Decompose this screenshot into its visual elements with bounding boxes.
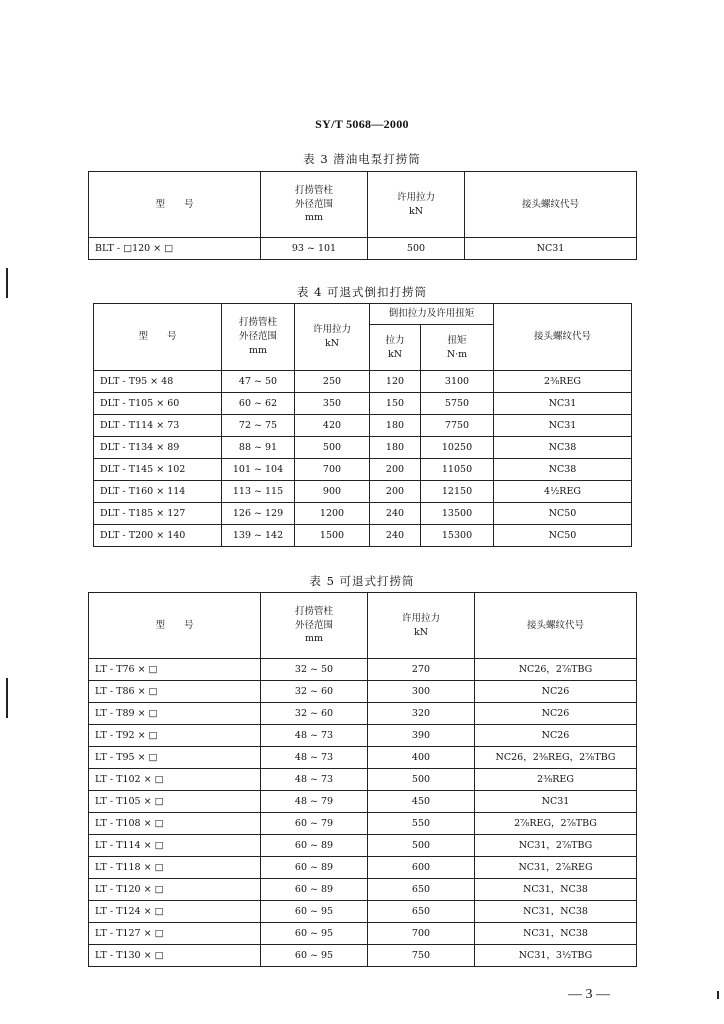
page-number: — 3 — xyxy=(568,987,610,1002)
table4 xyxy=(93,303,632,547)
table-row xyxy=(89,681,637,703)
cell-tension: 650 xyxy=(368,901,475,923)
table-row xyxy=(89,238,637,260)
cell-od: 60 ~ 79 xyxy=(261,813,368,835)
standard-number: SY/T 5068—2000 xyxy=(315,117,409,131)
cell-thread: NC31，NC38 xyxy=(475,923,637,945)
table4-header-model: 型 号 xyxy=(94,304,222,371)
cell-thread: NC50 xyxy=(494,525,632,547)
cell-od: 93 ~ 101 xyxy=(261,238,368,260)
table-row xyxy=(89,791,637,813)
cell-model: LT - T114 × □ xyxy=(89,835,261,857)
cell-od: 60 ~ 95 xyxy=(261,923,368,945)
cell-tension: 700 xyxy=(368,923,475,945)
table4-header-thread: 接头螺纹代号 xyxy=(494,304,632,371)
cell-thread: 2⅞REG，2⅞TBG xyxy=(475,813,637,835)
cell-tension: 600 xyxy=(368,857,475,879)
cell-od: 113 ~ 115 xyxy=(222,481,295,503)
table-row xyxy=(89,703,637,725)
cell-thread: NC31 xyxy=(494,393,632,415)
cell-od: 126 ~ 129 xyxy=(222,503,295,525)
table3-header-od: 打捞管柱 外径范围 mm xyxy=(261,172,368,238)
cell-od: 48 ~ 79 xyxy=(261,791,368,813)
table-row xyxy=(89,901,637,923)
cell-tension: 650 xyxy=(368,879,475,901)
cell-model: DLT - T185 × 127 xyxy=(94,503,222,525)
cell-tension: 500 xyxy=(368,238,465,260)
cell-pull: 150 xyxy=(370,393,421,415)
cell-model: LT - T95 × □ xyxy=(89,747,261,769)
cell-model: DLT - T114 × 73 xyxy=(94,415,222,437)
cell-thread: NC31 xyxy=(475,791,637,813)
cell-model: LT - T127 × □ xyxy=(89,923,261,945)
cell-od: 32 ~ 60 xyxy=(261,681,368,703)
cell-tension: 750 xyxy=(368,945,475,967)
cell-model: LT - T92 × □ xyxy=(89,725,261,747)
cell-tension: 500 xyxy=(368,769,475,791)
cell-tension: 320 xyxy=(368,703,475,725)
cell-od: 60 ~ 89 xyxy=(261,857,368,879)
cell-torque: 10250 xyxy=(421,437,494,459)
cell-tension: 450 xyxy=(368,791,475,813)
cell-model: LT - T105 × □ xyxy=(89,791,261,813)
table4-header-od: 打捞管柱 外径范围 mm xyxy=(222,304,295,371)
cell-torque: 5750 xyxy=(421,393,494,415)
table-row xyxy=(94,481,632,503)
cell-pull: 180 xyxy=(370,415,421,437)
table-row xyxy=(89,857,637,879)
cell-od: 72 ~ 75 xyxy=(222,415,295,437)
cell-thread: NC26 xyxy=(475,703,637,725)
cell-thread: NC31，NC38 xyxy=(475,901,637,923)
cell-pull: 240 xyxy=(370,525,421,547)
table-row xyxy=(89,923,637,945)
cell-tension: 390 xyxy=(368,725,475,747)
cell-tension: 500 xyxy=(295,437,370,459)
cell-tension: 900 xyxy=(295,481,370,503)
cell-tension: 270 xyxy=(368,659,475,681)
cell-pull: 180 xyxy=(370,437,421,459)
table4-header-tension: 许用拉力 kN xyxy=(295,304,370,371)
cell-torque: 7750 xyxy=(421,415,494,437)
cell-tension: 420 xyxy=(295,415,370,437)
cell-thread: NC31，3½TBG xyxy=(475,945,637,967)
cell-od: 60 ~ 95 xyxy=(261,901,368,923)
table-row xyxy=(89,725,637,747)
cell-thread: 2⅜REG xyxy=(475,769,637,791)
cell-model: LT - T76 × □ xyxy=(89,659,261,681)
table-row xyxy=(94,371,632,393)
cell-od: 88 ~ 91 xyxy=(222,437,295,459)
cell-model: LT - T86 × □ xyxy=(89,681,261,703)
cell-model: DLT - T145 × 102 xyxy=(94,459,222,481)
scan-mark xyxy=(6,268,8,298)
cell-model: LT - T102 × □ xyxy=(89,769,261,791)
cell-model: LT - T130 × □ xyxy=(89,945,261,967)
cell-od: 32 ~ 50 xyxy=(261,659,368,681)
cell-pull: 240 xyxy=(370,503,421,525)
cell-model: DLT - T200 × 140 xyxy=(94,525,222,547)
table3-header-model: 型 号 xyxy=(89,172,261,238)
cell-od: 47 ~ 50 xyxy=(222,371,295,393)
table-row xyxy=(94,503,632,525)
cell-od: 60 ~ 95 xyxy=(261,945,368,967)
cell-tension: 350 xyxy=(295,393,370,415)
table-row xyxy=(89,747,637,769)
cell-tension: 500 xyxy=(368,835,475,857)
table3-header-thread: 接头螺纹代号 xyxy=(465,172,637,238)
cell-model: LT - T89 × □ xyxy=(89,703,261,725)
cell-pull: 200 xyxy=(370,459,421,481)
cell-model: LT - T108 × □ xyxy=(89,813,261,835)
cell-thread: NC31，2⅞TBG xyxy=(475,835,637,857)
table3-header-tension: 许用拉力 kN xyxy=(368,172,465,238)
table-row xyxy=(94,459,632,481)
table-row xyxy=(89,879,637,901)
table3-caption: 表 3 潜油电泵打捞筒 xyxy=(303,152,421,166)
table5-header-tension: 许用拉力 kN xyxy=(368,593,475,659)
cell-od: 60 ~ 89 xyxy=(261,879,368,901)
cell-torque: 15300 xyxy=(421,525,494,547)
cell-torque: 12150 xyxy=(421,481,494,503)
cell-od: 60 ~ 62 xyxy=(222,393,295,415)
cell-torque: 3100 xyxy=(421,371,494,393)
table5 xyxy=(88,592,637,967)
cell-od: 32 ~ 60 xyxy=(261,703,368,725)
cell-pull: 200 xyxy=(370,481,421,503)
cell-thread: 2⅜REG xyxy=(494,371,632,393)
table-row xyxy=(89,835,637,857)
table3 xyxy=(88,171,637,260)
cell-od: 48 ~ 73 xyxy=(261,769,368,791)
table-row xyxy=(94,415,632,437)
cell-od: 101 ~ 104 xyxy=(222,459,295,481)
cell-model: BLT - □120 × □ xyxy=(89,238,261,260)
table4-header-torque: 扭矩 N·m xyxy=(421,325,494,371)
cell-thread: NC31 xyxy=(465,238,637,260)
cell-tension: 550 xyxy=(368,813,475,835)
cell-torque: 13500 xyxy=(421,503,494,525)
cell-torque: 11050 xyxy=(421,459,494,481)
table5-header-od: 打捞管柱 外径范围 mm xyxy=(261,593,368,659)
table-row xyxy=(94,437,632,459)
cell-thread: 4½REG xyxy=(494,481,632,503)
cell-model: DLT - T160 × 114 xyxy=(94,481,222,503)
cell-thread: NC26 xyxy=(475,681,637,703)
cell-tension: 250 xyxy=(295,371,370,393)
table-row xyxy=(94,393,632,415)
scan-mark xyxy=(6,678,8,718)
cell-thread: NC31，2⅞REG xyxy=(475,857,637,879)
cell-tension: 700 xyxy=(295,459,370,481)
cell-model: DLT - T105 × 60 xyxy=(94,393,222,415)
cell-model: LT - T124 × □ xyxy=(89,901,261,923)
cell-thread: NC38 xyxy=(494,459,632,481)
cell-thread: NC31 xyxy=(494,415,632,437)
cell-thread: NC50 xyxy=(494,503,632,525)
table4-header-pull: 拉力 kN xyxy=(370,325,421,371)
cell-model: LT - T120 × □ xyxy=(89,879,261,901)
cell-od: 60 ~ 89 xyxy=(261,835,368,857)
cell-tension: 300 xyxy=(368,681,475,703)
cell-model: LT - T118 × □ xyxy=(89,857,261,879)
table5-header-thread: 接头螺纹代号 xyxy=(475,593,637,659)
table-row xyxy=(89,659,637,681)
cell-tension: 400 xyxy=(368,747,475,769)
cell-pull: 120 xyxy=(370,371,421,393)
cell-od: 48 ~ 73 xyxy=(261,725,368,747)
cell-thread: NC31，NC38 xyxy=(475,879,637,901)
table4-header-group: 倒扣拉力及许用扭矩 xyxy=(370,304,494,325)
table-row xyxy=(89,769,637,791)
cell-tension: 1200 xyxy=(295,503,370,525)
cell-od: 139 ~ 142 xyxy=(222,525,295,547)
cell-od: 48 ~ 73 xyxy=(261,747,368,769)
cell-model: DLT - T95 × 48 xyxy=(94,371,222,393)
cell-thread: NC38 xyxy=(494,437,632,459)
cell-thread: NC26 xyxy=(475,725,637,747)
cell-model: DLT - T134 × 89 xyxy=(94,437,222,459)
table4-caption: 表 4 可退式倒扣打捞筒 xyxy=(296,285,428,299)
cell-thread: NC26，2⅞TBG xyxy=(475,659,637,681)
cell-thread: NC26，2⅜REG，2⅞TBG xyxy=(475,747,637,769)
table5-caption: 表 5 可退式打捞筒 xyxy=(309,574,415,588)
scan-mark xyxy=(717,991,719,999)
cell-tension: 1500 xyxy=(295,525,370,547)
table-row xyxy=(94,525,632,547)
table-row xyxy=(89,945,637,967)
table5-header-model: 型 号 xyxy=(89,593,261,659)
table-row xyxy=(89,813,637,835)
